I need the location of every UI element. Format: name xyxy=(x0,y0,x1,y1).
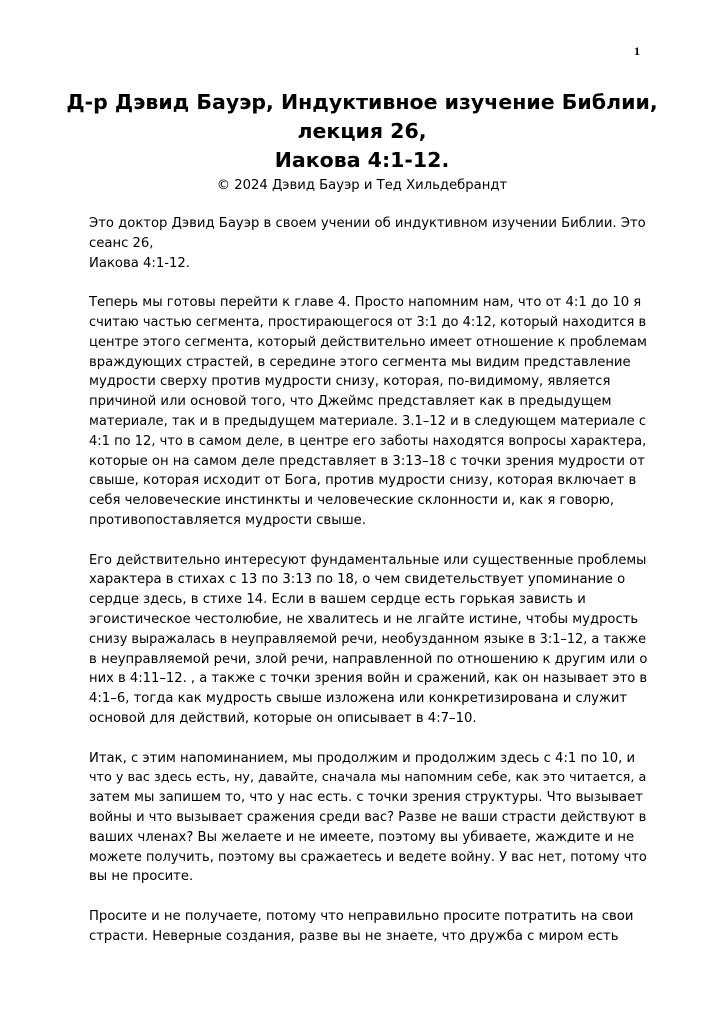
text-line: себя человеческие инстинкты и человеческие склонности и, как я говорю, xyxy=(89,493,615,509)
text-line: Просите и не получаете, потому что неправильно просите потратить на свои xyxy=(89,908,634,924)
paragraph-intro xyxy=(89,214,649,273)
copyright-notice: © 2024 Дэвид Бауэр и Тед Хильдебрандт xyxy=(216,178,508,193)
text-line: вы не просите. xyxy=(89,869,194,885)
text-line: которые он на самом деле представляет в 3:13–18 с точки зрения мудрости от xyxy=(89,453,645,469)
paragraph xyxy=(89,293,649,531)
title-line: Иакова 4:1-12. xyxy=(274,148,450,172)
text-line: противопоставляется мудрости свыше. xyxy=(89,512,366,528)
text-line: основой для действий, которые он описывает в 4:7–10. xyxy=(89,710,477,726)
text-line: мудрости сверху против мудрости снизу, которая, по-видимому, является xyxy=(89,374,611,390)
text-line: Его действительно интересуют фундаментальные или существенные проблемы xyxy=(89,552,647,568)
text-line: в неуправляемой речи, злой речи, направленной по отношению к другим или о xyxy=(89,651,648,667)
text-line: 4:1 по 12, что в самом деле, в центре его заботы находятся вопросы характера, xyxy=(89,433,647,449)
text-line: затем мы запишем то, что у нас есть. с точки зрения структуры. Что вызывает xyxy=(89,790,643,806)
paragraph xyxy=(89,907,649,947)
text-line: снизу выражалась в неуправляемой речи, необузданном языке в 3:1–12, а также xyxy=(89,631,647,647)
text-line: сердце здесь, в стихе 14. Если в вашем сердце есть горькая зависть и xyxy=(89,592,586,608)
text-line: эгоистическое честолюбие, не хвалитесь и не лгайте истине, чтобы мудрость xyxy=(89,611,639,627)
title-line: Д-р Дэвид Бауэр, Индуктивное изучение Библии, xyxy=(66,90,658,114)
text-line: Это доктор Дэвид Бауэр в своем учении об индуктивном изучении Библии. Это xyxy=(89,216,646,231)
text-line: войны и что вызывает сражения среди вас? Разве не ваши страсти действуют в xyxy=(89,809,647,825)
body-text xyxy=(89,214,649,966)
paragraph xyxy=(89,749,649,888)
text-line: центре этого сегмента, который действительно имеет отношение к проблемам xyxy=(89,334,647,350)
page-number: 1 xyxy=(634,44,640,58)
text-line: характера в стихах с 13 по 3:13 по 18, о чем свидетельствует упоминание о xyxy=(89,572,626,588)
text-line: Иакова 4:1-12. xyxy=(89,255,190,271)
title-line: лекция 26, xyxy=(297,119,427,143)
text-line: причиной или основой того, что Джеймс представляет как в предыдущем xyxy=(89,394,612,410)
text-line: 4:1–6, тогда как мудрость свыше изложена или конкретизирована и служит xyxy=(89,691,628,707)
text-line: ваших членах? Вы желаете и не имеете, поэтому вы убиваете, жаждите и не xyxy=(89,829,635,845)
text-line: них в 4:11–12. , а также с точки зрения войн и сражений, как он называет это в xyxy=(89,671,648,687)
text-line: можете получить, поэтому вы сражаетесь и ведете войну. У вас нет, потому что xyxy=(89,849,647,865)
text-line: Итак, с этим напоминанием, мы продолжим и продолжим здесь с 4:1 по 10, и xyxy=(89,750,636,766)
text-line: материале, так и в предыдущем материале. 3.1–12 и в следующем материале с xyxy=(89,413,647,429)
text-line: свыше, которая исходит от Бога, против мудрости снизу, которая включает в xyxy=(89,473,637,489)
paragraph xyxy=(89,551,649,729)
text-line: Теперь мы готовы перейти к главе 4. Просто напомним нам, что от 4:1 до 10 я xyxy=(89,295,642,311)
text-line: считаю частью сегмента, простирающегося от 3:1 до 4:12, который находится в xyxy=(89,314,647,330)
title-block xyxy=(60,88,664,196)
text-line: страсти. Неверные создания, разве вы не знаете, что дружба с миром есть xyxy=(89,928,619,944)
text-line: сеанс 26, xyxy=(89,235,154,251)
text-line: враждующих страстей, в середине этого сегмента мы видим представление xyxy=(89,354,631,370)
text-line: что у вас здесь есть, ну, давайте, сначала мы напомним себе, как это читается, а xyxy=(89,770,647,786)
